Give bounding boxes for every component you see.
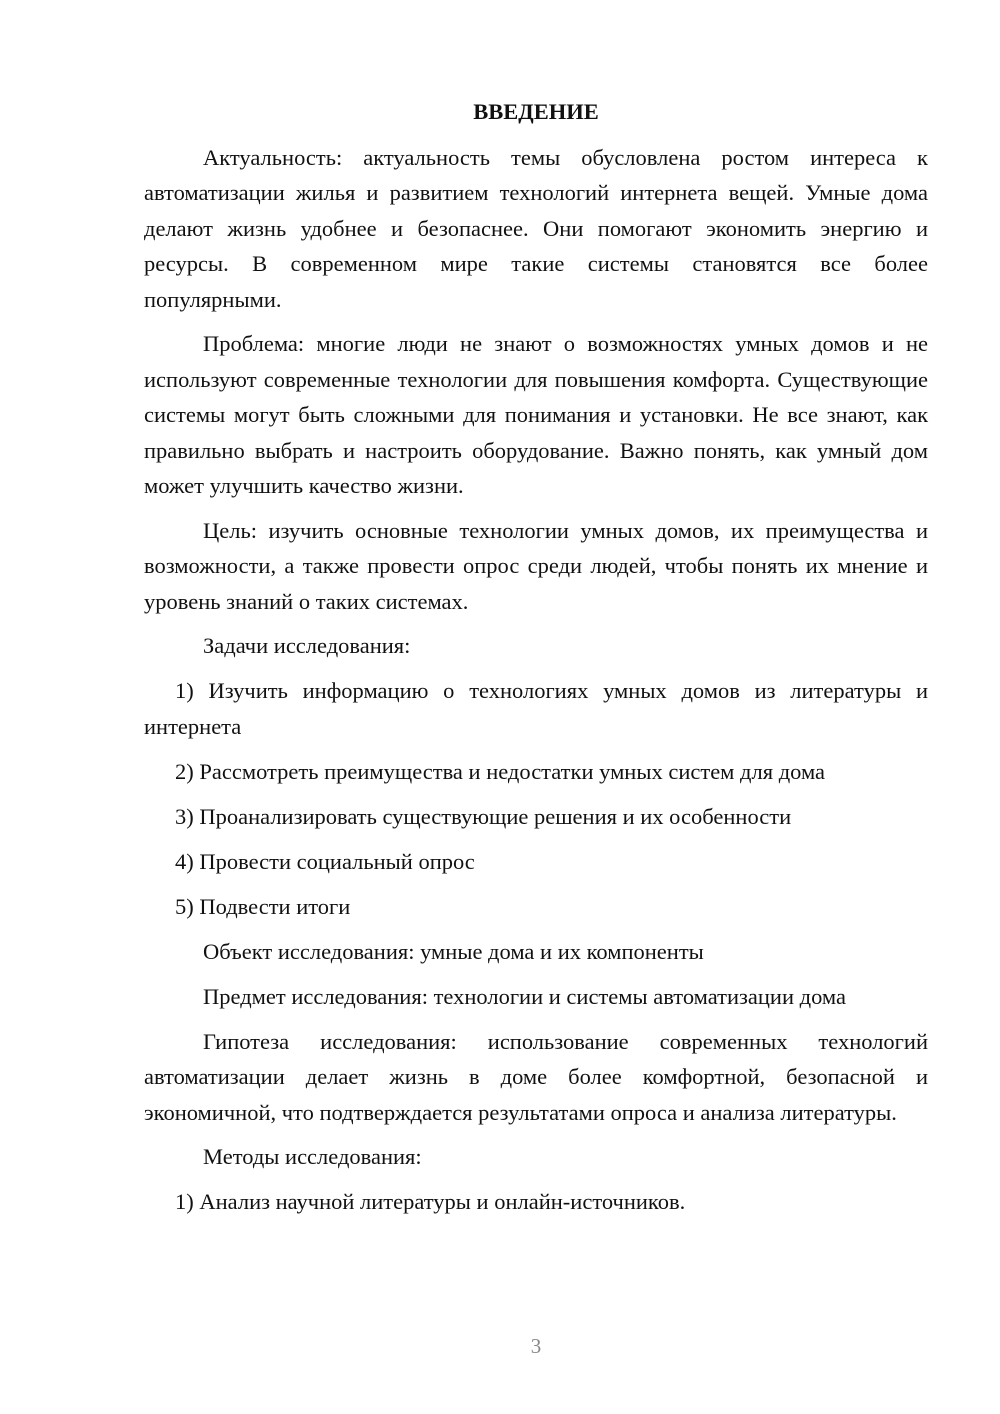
paragraph-goal: Цель: изучить основные технологии умных домов, их преимущества и возможности, а также провести опрос среди людей, чтобы понять их мнение и уровень знаний о таких системах. (144, 517, 928, 614)
paragraph-relevance: Актуальность: актуальность темы обусловлена ростом интереса к автоматизации жилья и развитием технологий интернета вещей. Умные дома делают жизнь удобнее и безопаснее. Они помогают экономить энергию и ресурсы. В современном мире такие системы становятся все более популярными. (144, 144, 928, 312)
section-heading: ВВЕДЕНИЕ (473, 99, 599, 124)
paragraph-hypothesis: Гипотеза исследования: использование современных технологий автоматизации делает жизнь в доме более комфортной, безопасной и экономичной, что подтверждается результатами опроса и анализа литературы. (144, 1028, 928, 1125)
research-object: Объект исследования: умные дома и их компоненты (203, 938, 704, 964)
tasks-title: Задачи исследования: (203, 633, 411, 658)
task-item-3: 3) Проанализировать существующие решения и их особенности (175, 803, 792, 829)
task-item-1: 1) Изучить информацию о технологиях умных домов из литературы и интернета (144, 678, 928, 739)
paragraph-problem: Проблема: многие люди не знают о возможностях умных домов и не используют современные технологии для повышения комфорта. Существующие системы могут быть сложными для понимания и установки. Не все знают, как правильно выбрать и настроить оборудование. Важно понять, как умный дом может улучшить качество жизни. (144, 331, 928, 498)
page-number: 3 (530, 1334, 542, 1358)
task-item-5: 5) Подвести итоги (175, 893, 351, 919)
page-content (144, 94, 928, 1229)
method-item-1: 1) Анализ научной литературы и онлайн-источников. (175, 1189, 686, 1214)
methods-title: Методы исследования: (203, 1144, 422, 1169)
task-item-2: 2) Рассмотреть преимущества и недостатки умных систем для дома (175, 758, 826, 784)
research-subject: Предмет исследования: технологии и системы автоматизации дома (203, 983, 846, 1009)
task-item-4: 4) Провести социальный опрос (175, 848, 475, 874)
